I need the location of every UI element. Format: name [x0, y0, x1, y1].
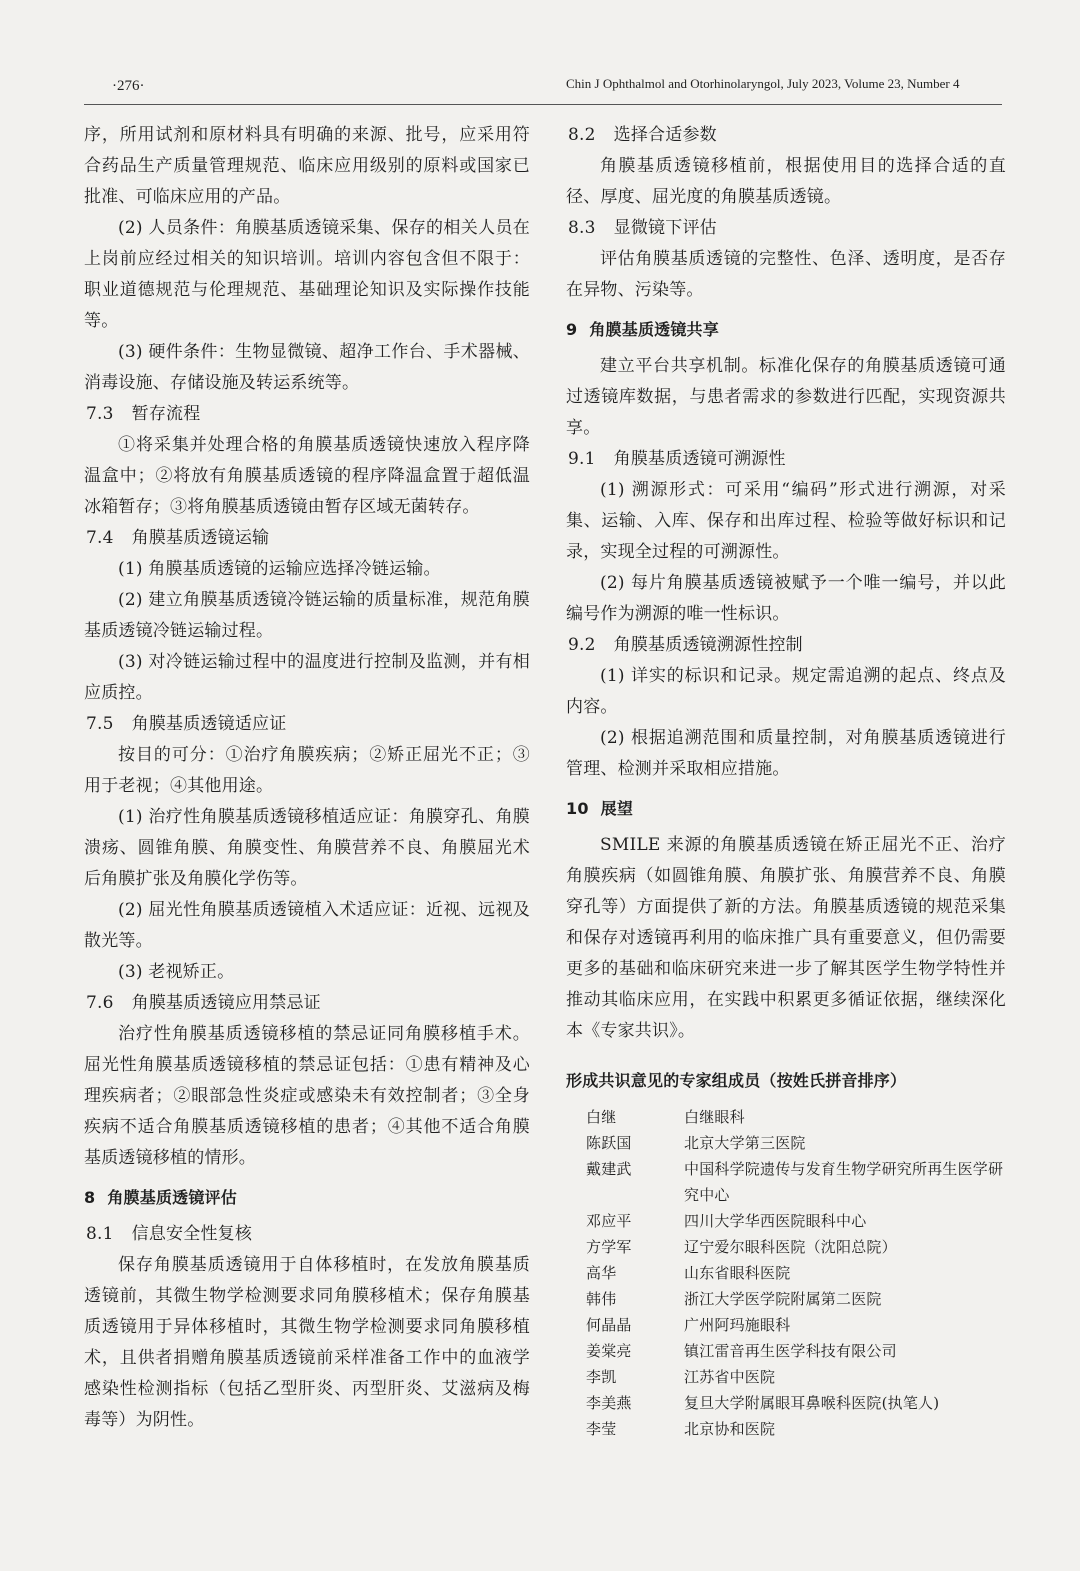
paragraph: (2) 屈光性角膜基质透镜植入术适应证：近视、远视及散光等。 [84, 900, 530, 951]
header-rule [84, 104, 1002, 105]
paragraph: (2) 建立角膜基质透镜冷链运输的质量标准，规范角膜基质透镜冷链运输过程。 [84, 590, 530, 641]
section-heading-9-1: 9.1 角膜基质透镜可溯源性 [568, 449, 786, 469]
paragraph: (2) 根据追溯范围和质量控制，对角膜基质透镜进行管理、检测并采取相应措施。 [566, 728, 1006, 779]
expert-row [566, 1130, 1006, 1156]
paragraph: (2) 每片角膜基质透镜被赋予一个唯一编号，并以此编号作为溯源的唯一性标识。 [566, 573, 1006, 624]
expert-row [566, 1260, 1006, 1286]
paragraph: 建立平台共享机制。标准化保存的角膜基质透镜可通过透镜库数据，与患者需求的参数进行匹配，实现资源共享。 [566, 356, 1006, 438]
expert-row [566, 1416, 1006, 1442]
expert-row [566, 1364, 1006, 1390]
paragraph: 治疗性角膜基质透镜移植的禁忌证同角膜移植手术。屈光性角膜基质透镜移植的禁忌证包括：①患有精神及心理疾病者；②眼部急性炎症或感染未有效控制者；③全身疾病不适合角膜基质透镜移植的患者；④其他不适合角膜基质透镜移植的情形。 [84, 1024, 530, 1168]
paragraph: (1) 治疗性角膜基质透镜移植适应证：角膜穿孔、角膜溃疡、圆锥角膜、角膜变性、角膜营养不良、角膜屈光术后角膜扩张及角膜化学伤等。 [84, 807, 530, 889]
section-heading-9-2: 9.2 角膜基质透镜溯源性控制 [568, 635, 803, 655]
paragraph: SMILE 来源的角膜基质透镜在矫正屈光不正、治疗角膜疾病（如圆锥角膜、角膜扩张、角膜营养不良、角膜穿孔等）方面提供了新的方法。角膜基质透镜的规范采集和保存对透镜再利用的临床推广具有重要意义，但仍需要更多的基础和临床研究来进一步了解其医学生物学特性并推动其临床应用，在实践中积累更多循证依据，继续深化本《专家共识》。 [566, 835, 1006, 1041]
right-column [566, 120, 1006, 1442]
paragraph: (3) 对冷链运输过程中的温度进行控制及监测，并有相应质控。 [84, 652, 530, 703]
expert-institution: 辽宁爱尔眼科医院（沈阳总院） [684, 1238, 897, 1256]
expert-institution: 镇江雷音再生医学科技有限公司 [684, 1342, 897, 1360]
expert-institution: 北京协和医院 [684, 1420, 776, 1438]
paragraph: (3) 硬件条件：生物显微镜、超净工作台、手术器械、消毒设施、存储设施及转运系统等。 [84, 342, 530, 393]
experts-list [566, 1104, 1006, 1442]
section-heading-7-5: 7.5 角膜基质透镜适应证 [86, 714, 287, 734]
expert-name: 陈跃国 [586, 1134, 632, 1152]
expert-row [566, 1156, 1006, 1208]
section-heading-8-3: 8.3 显微镜下评估 [568, 218, 717, 238]
expert-row [566, 1286, 1006, 1312]
spacer [566, 1047, 1006, 1059]
experts-heading: 形成共识意见的专家组成员（按姓氏拼音排序） [566, 1071, 907, 1090]
paragraph: ①将采集并处理合格的角膜基质透镜快速放入程序降温盒中；②将放有角膜基质透镜的程序降温盒置于超低温冰箱暂存；③将角膜基质透镜由暂存区域无菌转存。 [84, 435, 530, 517]
paragraph: 评估角膜基质透镜的完整性、色泽、透明度，是否存在异物、污染等。 [566, 249, 1006, 300]
journal-header: Chin J Ophthalmol and Otorhinolaryngol, July 2023, Volume 23, Number 4 [566, 76, 960, 91]
expert-institution: 广州阿玛施眼科 [684, 1316, 791, 1334]
paragraph: 按目的可分：①治疗角膜疾病；②矫正屈光不正；③用于老视；④其他用途。 [84, 745, 530, 796]
paragraph: (2) 人员条件：角膜基质透镜采集、保存的相关人员在上岗前应经过相关的知识培训。培训内容包含但不限于：职业道德规范与伦理规范、基础理论知识及实际操作技能等。 [84, 218, 530, 331]
paragraph: 角膜基质透镜移植前，根据使用目的选择合适的直径、厚度、屈光度的角膜基质透镜。 [566, 156, 1006, 207]
paragraph: 保存角膜基质透镜用于自体移植时，在发放角膜基质透镜前，其微生物学检测要求同角膜移植术；保存角膜基质透镜用于异体移植时，其微生物学检测要求同角膜移植术，且供者捐赠角膜基质透镜前采样准备工作中的血液学感染性检测指标（包括乙型肝炎、丙型肝炎、艾滋病及梅毒等）为阴性。 [84, 1255, 530, 1430]
expert-institution: 江苏省中医院 [684, 1368, 776, 1386]
expert-institution: 北京大学第三医院 [684, 1134, 806, 1152]
section-heading-7-3: 7.3 暂存流程 [86, 404, 201, 424]
paragraph: (1) 溯源形式：可采用“编码”形式进行溯源，对采集、运输、入库、保存和出库过程、检验等做好标识和记录，实现全过程的可溯源性。 [566, 480, 1006, 562]
expert-institution: 浙江大学医学院附属第二医院 [684, 1290, 882, 1308]
expert-institution: 复旦大学附属眼耳鼻喉科医院(执笔人) [684, 1394, 940, 1412]
expert-institution: 山东省眼科医院 [684, 1264, 791, 1282]
left-column [84, 120, 530, 1436]
expert-name: 何晶晶 [586, 1316, 632, 1334]
expert-name: 韩伟 [586, 1290, 617, 1308]
section-heading-9: 9 角膜基质透镜共享 [566, 320, 719, 339]
section-heading-7-6: 7.6 角膜基质透镜应用禁忌证 [86, 993, 321, 1013]
expert-institution: 四川大学华西医院眼科中心 [684, 1212, 867, 1230]
expert-name: 白继 [586, 1108, 617, 1126]
section-heading-8-2: 8.2 选择合适参数 [568, 125, 717, 145]
expert-row [566, 1338, 1006, 1364]
paragraph: (3) 老视矫正。 [118, 962, 235, 982]
expert-name: 姜棠亮 [586, 1342, 632, 1360]
page-number: ·276· [112, 78, 145, 94]
section-heading-8: 8 角膜基质透镜评估 [84, 1188, 237, 1207]
expert-name: 邓应平 [586, 1212, 632, 1230]
expert-name: 高华 [586, 1264, 617, 1282]
expert-name: 李凯 [586, 1368, 617, 1386]
section-heading-10: 10 展望 [566, 799, 634, 818]
expert-row [566, 1390, 1006, 1416]
section-heading-7-4: 7.4 角膜基质透镜运输 [86, 528, 270, 548]
expert-name: 方学军 [586, 1238, 632, 1256]
paragraph: (1) 详实的标识和记录。规定需追溯的起点、终点及内容。 [566, 666, 1006, 717]
expert-institution: 白继眼科 [684, 1108, 745, 1126]
expert-row [566, 1104, 1006, 1130]
expert-name: 李莹 [586, 1420, 617, 1438]
expert-name: 李美燕 [586, 1394, 632, 1412]
expert-name: 戴建武 [586, 1160, 632, 1178]
paragraph: (1) 角膜基质透镜的运输应选择冷链运输。 [118, 559, 441, 579]
expert-row [566, 1312, 1006, 1338]
expert-row [566, 1234, 1006, 1260]
expert-row [566, 1208, 1006, 1234]
paragraph: 序，所用试剂和原材料具有明确的来源、批号，应采用符合药品生产质量管理规范、临床应用级别的原料或国家已批准、可临床应用的产品。 [84, 125, 530, 207]
section-heading-8-1: 8.1 信息安全性复核 [86, 1224, 253, 1244]
expert-institution: 中国科学院遗传与发育生物学研究所再生医学研究中心 [684, 1160, 1004, 1204]
